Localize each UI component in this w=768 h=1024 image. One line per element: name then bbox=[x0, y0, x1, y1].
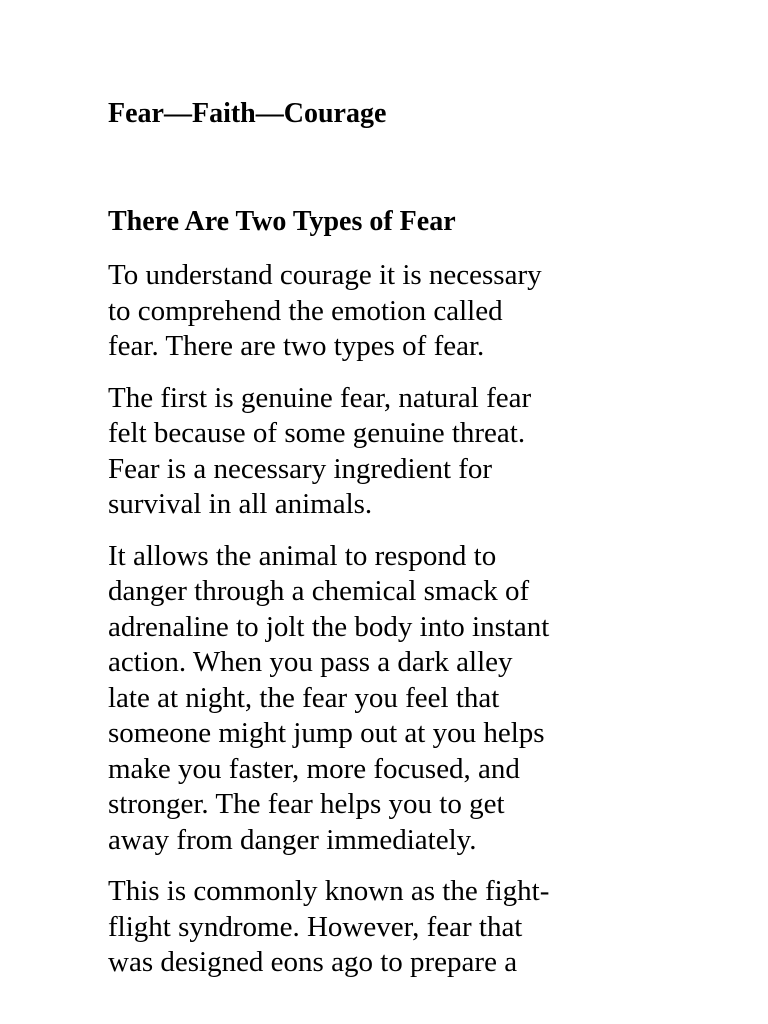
text-line: felt because of some genuine threat. bbox=[108, 417, 526, 449]
text-line: was designed eons ago to prepare a bbox=[108, 946, 518, 978]
paragraph-4 bbox=[108, 874, 748, 981]
text-line: someone might jump out at you helps bbox=[108, 717, 545, 749]
paragraph-2 bbox=[108, 381, 748, 523]
text-line: To understand courage it is necessary bbox=[108, 259, 542, 291]
text-line: stronger. The fear helps you to get bbox=[108, 788, 505, 820]
paragraph-3 bbox=[108, 539, 748, 859]
text-line: action. When you pass a dark alley bbox=[108, 646, 513, 678]
body-text bbox=[108, 258, 748, 997]
document-title: Fear—Faith—Courage bbox=[108, 98, 387, 129]
text-line: This is commonly known as the fight- bbox=[108, 875, 550, 907]
section-heading: There Are Two Types of Fear bbox=[108, 206, 456, 237]
text-line: Fear is a necessary ingredient for bbox=[108, 452, 493, 485]
text-line: late at night, the fear you feel that bbox=[108, 681, 500, 714]
text-line: make you faster, more focused, and bbox=[108, 752, 520, 785]
text-line: The first is genuine fear, natural fear bbox=[108, 381, 532, 414]
text-line: It allows the animal to respond to bbox=[108, 539, 497, 572]
paragraph-1 bbox=[108, 258, 748, 365]
text-line: away from danger immediately. bbox=[108, 823, 477, 856]
text-line: survival in all animals. bbox=[108, 488, 373, 520]
text-line: to comprehend the emotion called bbox=[108, 294, 503, 327]
text-line: fear. There are two types of fear. bbox=[108, 330, 485, 362]
text-line: flight syndrome. However, fear that bbox=[108, 910, 523, 943]
text-line: danger through a chemical smack of bbox=[108, 575, 530, 607]
text-line: adrenaline to jolt the body into instant bbox=[108, 610, 550, 643]
